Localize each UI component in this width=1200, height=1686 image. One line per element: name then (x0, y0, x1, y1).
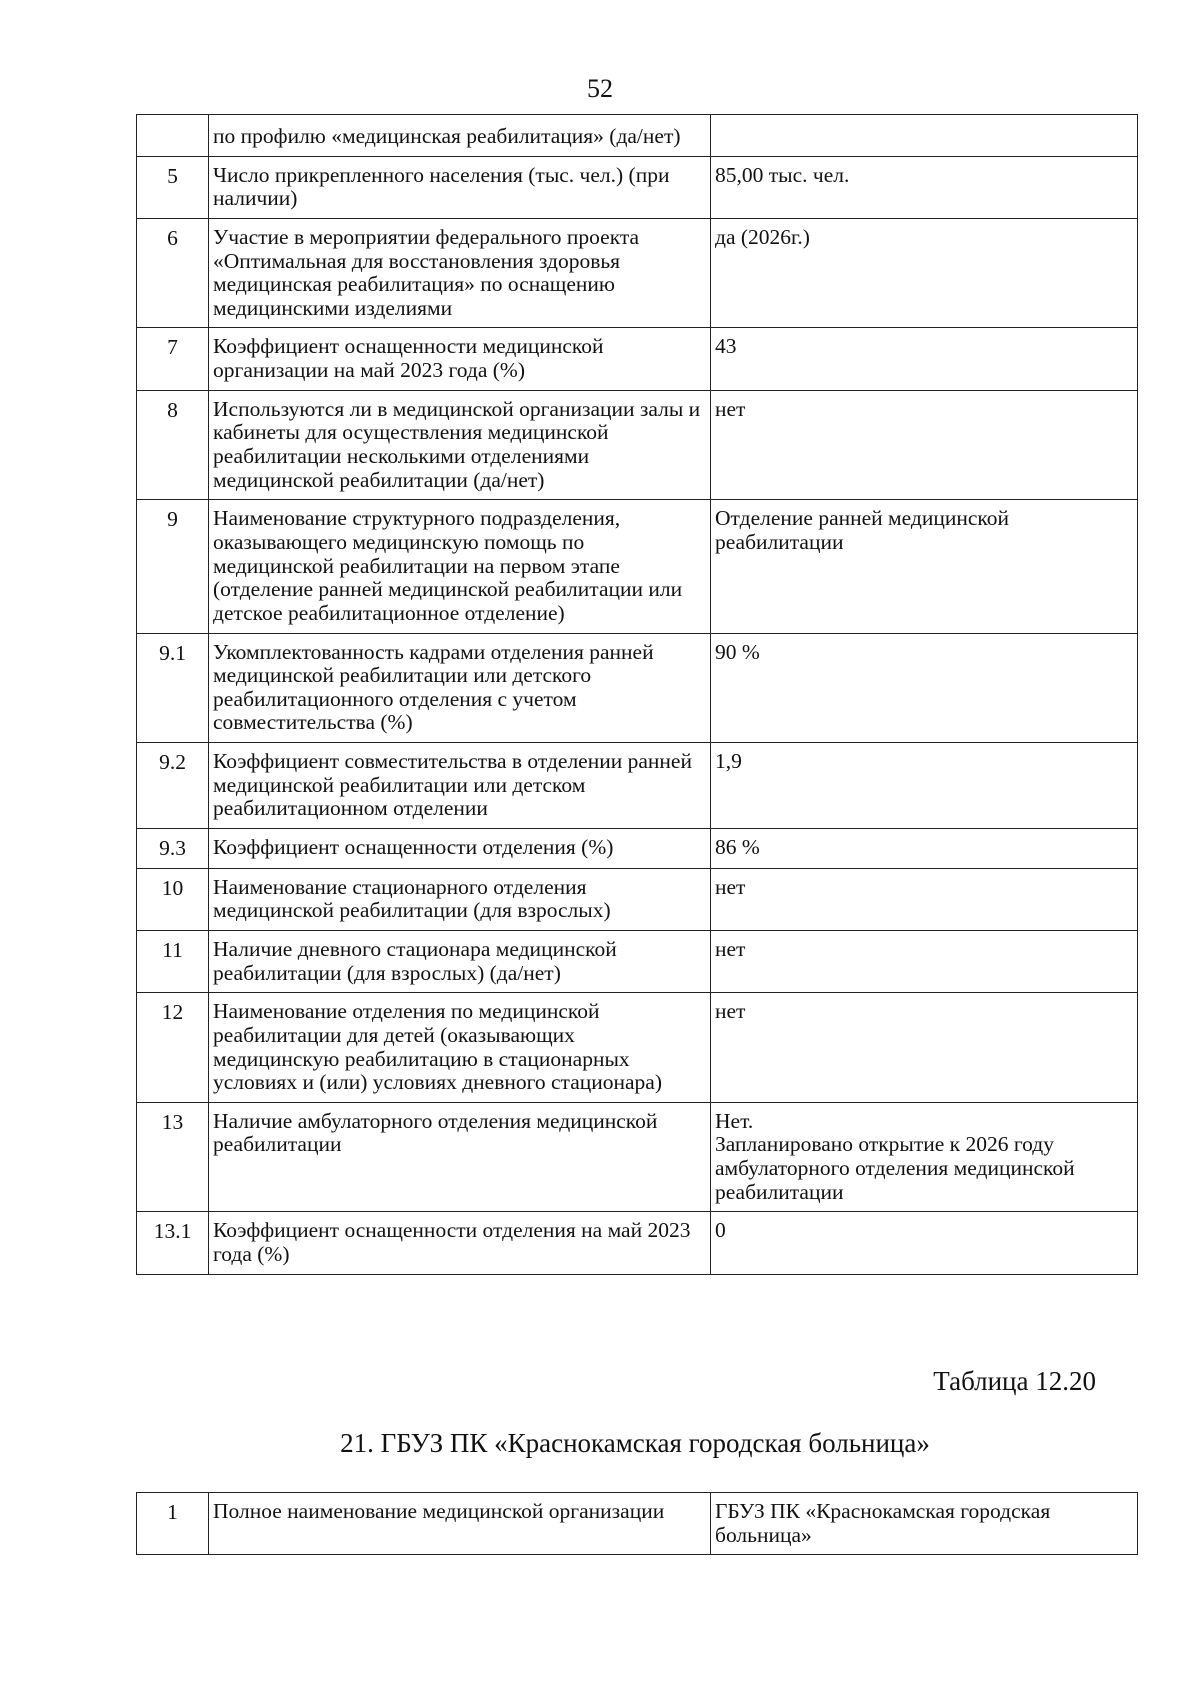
row-number: 5 (137, 156, 209, 218)
row-number: 9.1 (137, 633, 209, 743)
row-name: Число прикрепленного населения (тыс. чел.) (при наличии) (209, 156, 711, 218)
row-value: да (2026г.) (711, 218, 1138, 328)
row-number: 7 (137, 328, 209, 390)
table-row (137, 328, 1138, 390)
row-name: Наименование стационарного отделения медицинской реабилитации (для взрослых) (209, 868, 711, 930)
row-number: 1 (137, 1493, 209, 1555)
section-title: 21. ГБУЗ ПК «Краснокамская городская больница» (340, 1428, 930, 1458)
table-row (137, 1493, 1138, 1555)
row-name: Наименование отделения по медицинской реабилитации для детей (оказывающих медицинскую реабилитацию в стационарных условиях и (или) условиях дневного стационара) (209, 993, 711, 1103)
row-value: 1,9 (711, 743, 1138, 829)
row-number (137, 115, 209, 157)
row-number: 9 (137, 500, 209, 633)
table-row (137, 993, 1138, 1103)
row-value: 43 (711, 328, 1138, 390)
row-name: Наличие дневного стационара медицинской реабилитации (для взрослых) (да/нет) (209, 930, 711, 992)
table-row (137, 1102, 1138, 1212)
table-label: Таблица 12.20 (933, 1366, 1096, 1396)
row-value: 0 (711, 1212, 1138, 1274)
row-name: Участие в мероприятии федерального проекта «Оптимальная для восстановления здоровья медицинская реабилитация» по оснащению медицинскими изделиями (209, 218, 711, 328)
row-value (711, 115, 1138, 157)
row-value: ГБУЗ ПК «Краснокамская городская больница» (711, 1493, 1138, 1555)
table-row (137, 156, 1138, 218)
row-number: 9.2 (137, 743, 209, 829)
row-number: 12 (137, 993, 209, 1103)
main-table (136, 114, 1138, 1275)
row-value: нет (711, 868, 1138, 930)
row-value: нет (711, 993, 1138, 1103)
table-row (137, 390, 1138, 500)
row-value: Отделение ранней медицинской реабилитации (711, 500, 1138, 633)
row-name: Укомплектованность кадрами отделения ранней медицинской реабилитации или детского реабилитационного отделения с учетом совместительства (%) (209, 633, 711, 743)
table-row (137, 829, 1138, 869)
row-name: Полное наименование медицинской организации (209, 1493, 711, 1555)
row-name: Наименование структурного подразделения, оказывающего медицинскую помощь по медицинской реабилитации на первом этапе (отделение ранней медицинской реабилитации или детское реабилитационное отделение) (209, 500, 711, 633)
row-value: Нет. Запланировано открытие к 2026 году амбулаторного отделения медицинской реабилитации (711, 1102, 1138, 1212)
table-row (137, 115, 1138, 157)
row-name: Используются ли в медицинской организации залы и кабинеты для осуществления медицинской реабилитации несколькими отделениями медицинской реабилитации (да/нет) (209, 390, 711, 500)
table-row (137, 743, 1138, 829)
row-number: 9.3 (137, 829, 209, 869)
row-number: 13 (137, 1102, 209, 1212)
row-name: по профилю «медицинская реабилитация» (да/нет) (209, 115, 711, 157)
second-table (136, 1492, 1138, 1555)
row-name: Наличие амбулаторного отделения медицинской реабилитации (209, 1102, 711, 1212)
row-name: Коэффициент оснащенности медицинской организации на май 2023 года (%) (209, 328, 711, 390)
row-number: 13.1 (137, 1212, 209, 1274)
row-number: 8 (137, 390, 209, 500)
row-value: 86 % (711, 829, 1138, 869)
table-row (137, 930, 1138, 992)
row-number: 11 (137, 930, 209, 992)
row-value: 90 % (711, 633, 1138, 743)
table-row (137, 218, 1138, 328)
table-row (137, 868, 1138, 930)
page-number: 52 (587, 74, 613, 103)
row-name: Коэффициент совместительства в отделении ранней медицинской реабилитации или детском реабилитационном отделении (209, 743, 711, 829)
row-value: нет (711, 930, 1138, 992)
row-value: нет (711, 390, 1138, 500)
row-number: 10 (137, 868, 209, 930)
table-row (137, 633, 1138, 743)
table-row (137, 1212, 1138, 1274)
row-value: 85,00 тыс. чел. (711, 156, 1138, 218)
row-number: 6 (137, 218, 209, 328)
table-row (137, 500, 1138, 633)
row-name: Коэффициент оснащенности отделения (%) (209, 829, 711, 869)
row-name: Коэффициент оснащенности отделения на май 2023 года (%) (209, 1212, 711, 1274)
